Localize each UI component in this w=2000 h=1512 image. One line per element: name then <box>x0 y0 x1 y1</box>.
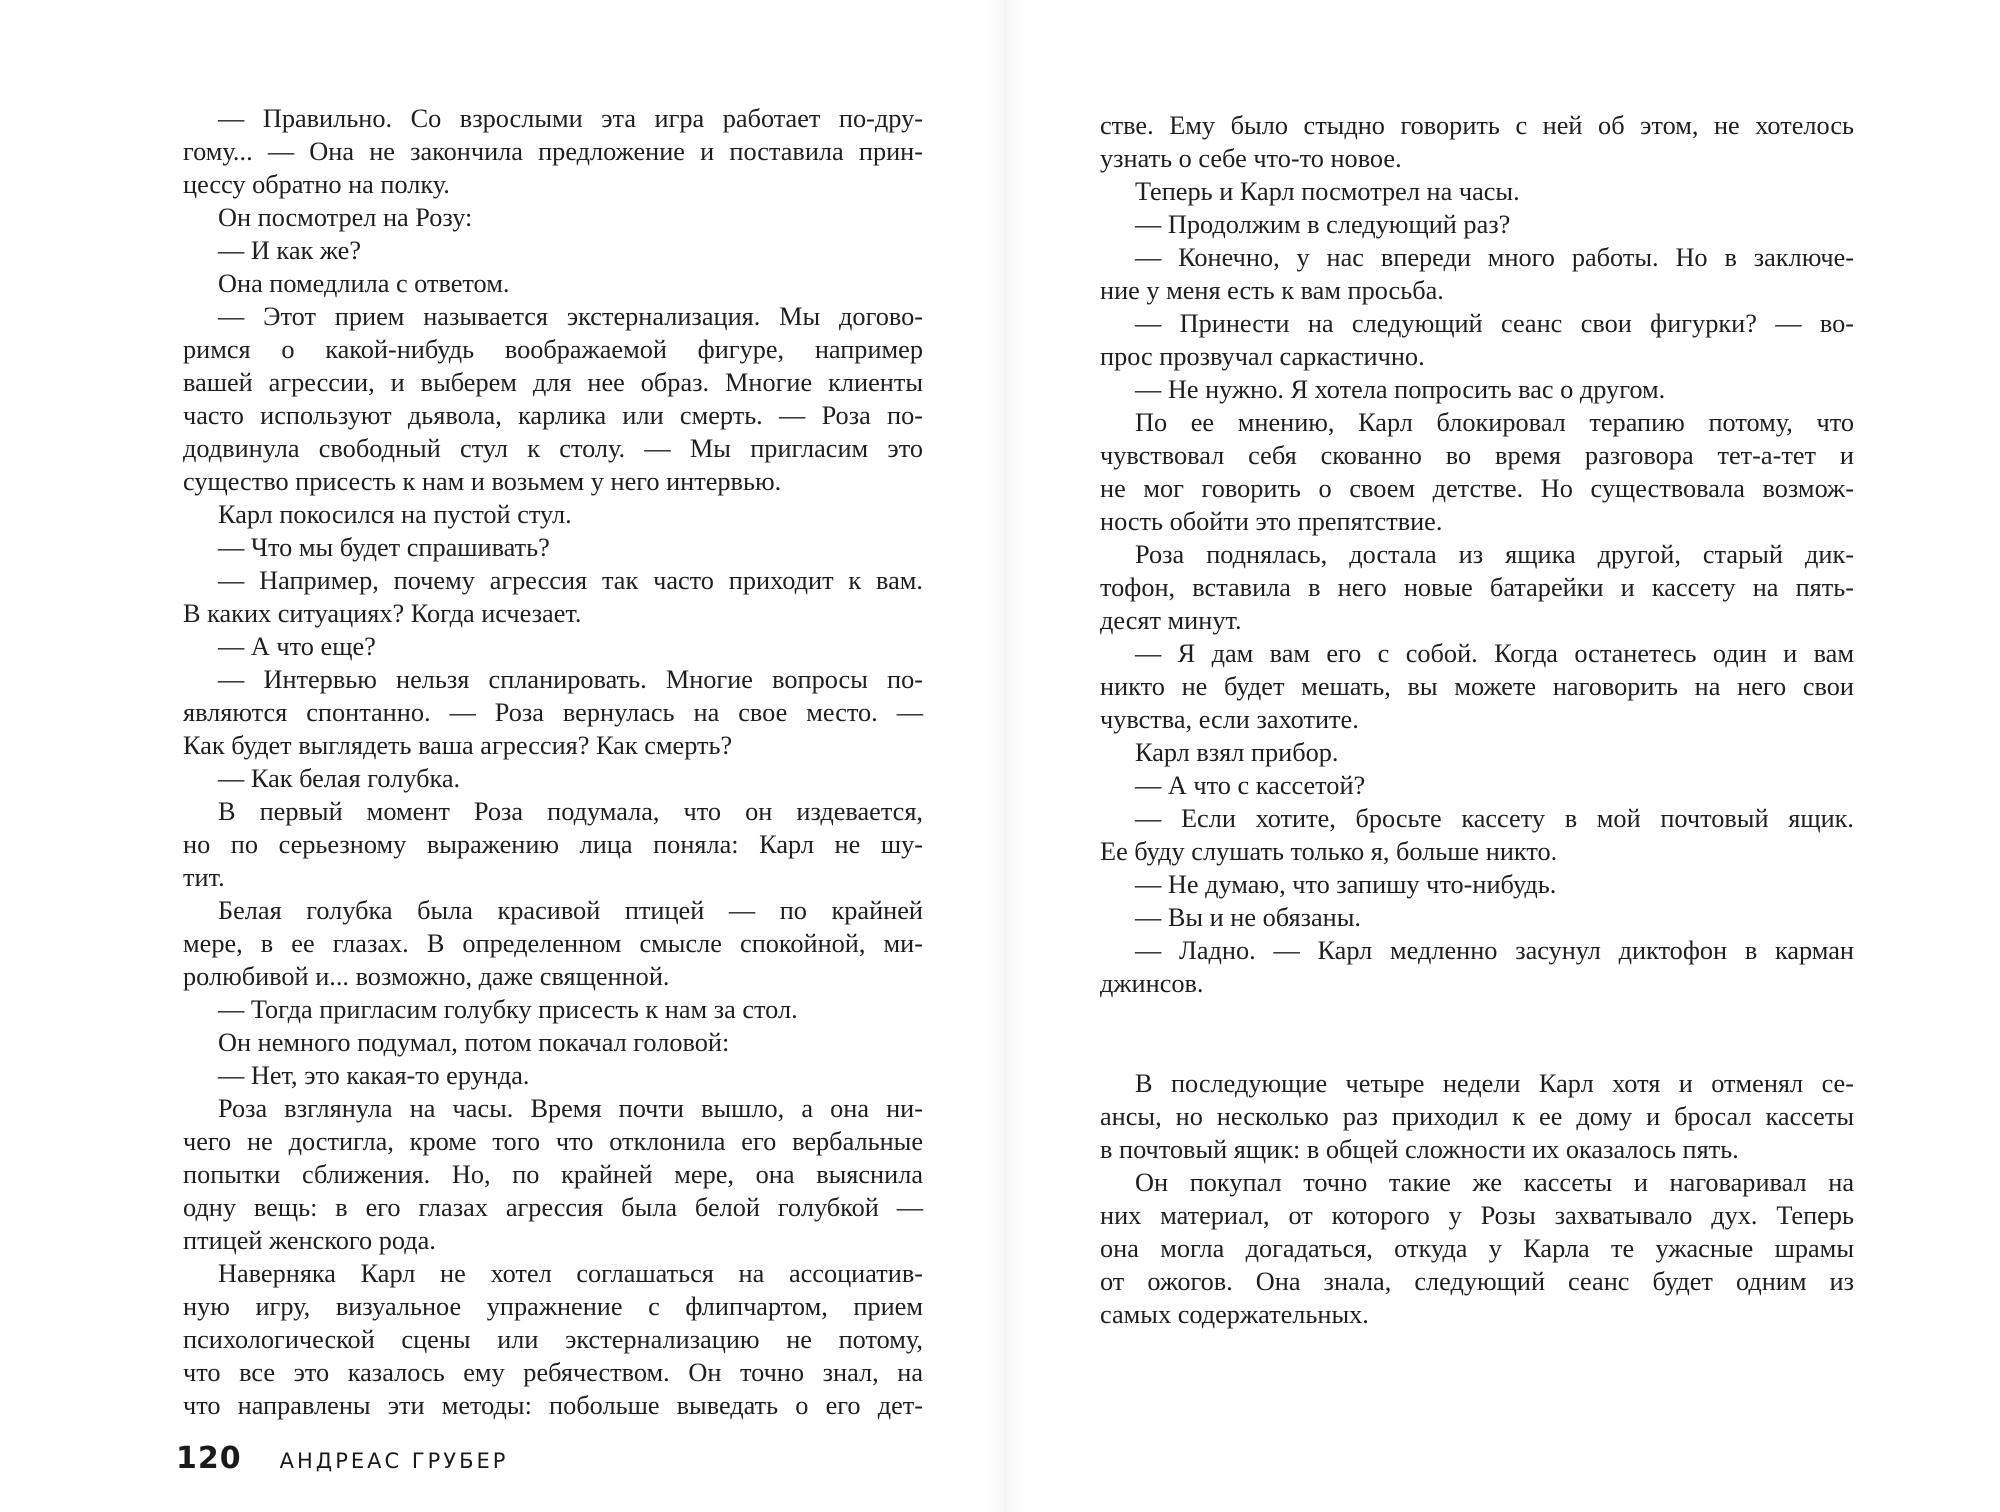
text-line: — Как белая голубка. <box>218 764 461 793</box>
text-line: — Что мы будет спрашивать? <box>218 533 550 562</box>
text-line: В первый момент Роза подумала, что он издевается, <box>218 797 923 826</box>
section-break <box>1100 1000 1854 1067</box>
left-page-text <box>183 102 923 1422</box>
text-line: В последующие четыре недели Карл хотя и отменял се- <box>1135 1069 1854 1098</box>
right-page-text <box>1100 109 1854 1331</box>
text-line: Он посмотрел на Розу: <box>218 203 473 232</box>
text-line: римся о какой-нибудь воображаемой фигуре, например <box>183 335 923 364</box>
text-line: — Не думаю, что запишу что-нибудь. <box>1135 870 1557 899</box>
text-line: — И как же? <box>218 236 362 265</box>
text-line: Он немного подумал, потом покачал головой: <box>218 1028 730 1057</box>
text-line: цессу обратно на полку. <box>183 170 450 199</box>
text-line: них материал, от которого у Розы захватывало дух. Теперь <box>1100 1201 1854 1230</box>
text-line: — А что еще? <box>218 632 376 661</box>
text-line: — Этот прием называется экстернализация. Мы догово- <box>218 302 923 331</box>
text-line: прос прозвучал саркастично. <box>1100 342 1425 371</box>
text-line: — Тогда пригласим голубку присесть к нам за стол. <box>218 995 798 1024</box>
text-line: Карл взял прибор. <box>1135 738 1339 767</box>
text-line: По ее мнению, Карл блокировал терапию потому, что <box>1135 408 1854 437</box>
text-line: но по серьезному выражению лица поняла: Карл не шу- <box>183 830 923 859</box>
page-footer <box>176 1441 508 1475</box>
text-line: ансы, но несколько раз приходил к ее дому и бросал кассеты <box>1100 1102 1854 1131</box>
text-line: гому... — Она не закончила предложение и поставила прин- <box>183 137 923 166</box>
text-line: Роза поднялась, достала из ящика другой, старый дик- <box>1135 540 1854 569</box>
text-line: Карл покосился на пустой стул. <box>218 500 572 529</box>
text-line: Белая голубка была красивой птицей — по крайней <box>218 896 923 925</box>
text-line: — Конечно, у нас впереди много работы. Но в заключе- <box>1135 243 1854 272</box>
text-line: — Например, почему агрессия так часто приходит к вам. <box>218 566 923 595</box>
text-line: не мог говорить о своем детстве. Но существовала возмож- <box>1100 474 1854 503</box>
text-line: чего не достигла, кроме того что отклонила его вербальные <box>183 1127 923 1156</box>
text-line: существо присесть к нам и возьмем у него интервью. <box>183 467 782 496</box>
running-head-author: АНДРЕАС ГРУБЕР <box>279 1449 509 1473</box>
text-line: ролюбивой и... возможно, даже священной. <box>183 962 670 991</box>
text-line: попытки сближения. Но, по крайней мере, она выяснила <box>183 1160 923 1189</box>
text-line: стве. Ему было стыдно говорить с ней об этом, не хотелось <box>1100 111 1854 140</box>
text-line: тофон, вставила в него новые батарейки и кассету на пять- <box>1100 573 1854 602</box>
text-line: Как будет выглядеть ваша агрессия? Как смерть? <box>183 731 733 760</box>
text-line: — Я дам вам его с собой. Когда останетесь один и вам <box>1135 639 1854 668</box>
book-gutter <box>985 0 1025 1512</box>
text-line: ние у меня есть к вам просьба. <box>1100 276 1444 305</box>
page-number: 120 <box>176 1441 242 1476</box>
text-line: — А что с кассетой? <box>1135 771 1366 800</box>
text-line: птицей женского рода. <box>183 1226 436 1255</box>
text-line: — Ладно. — Карл медленно засунул диктофон в карман <box>1135 936 1854 965</box>
text-line: Она помедлила с ответом. <box>218 269 510 298</box>
text-line: Теперь и Карл посмотрел на часы. <box>1135 177 1520 206</box>
text-line: — Нет, это какая-то ерунда. <box>218 1061 530 1090</box>
text-line: — Правильно. Со взрослыми эта игра работает по-дру- <box>218 104 923 133</box>
text-line: от ожогов. Она знала, следующий сеанс будет одним из <box>1100 1267 1854 1296</box>
text-line: додвинула свободный стул к столу. — Мы пригласим это <box>183 434 923 463</box>
text-line: десят минут. <box>1100 606 1242 635</box>
text-line: никто не будет мешать, вы можете наговорить на него свои <box>1100 672 1854 701</box>
text-line: что все это казалось ему ребячеством. Он точно знал, на <box>183 1358 923 1387</box>
text-line: узнать о себе что-то новое. <box>1100 144 1402 173</box>
text-line: ную игру, визуальное упражнение с флипчартом, прием <box>183 1292 923 1321</box>
text-line: — Не нужно. Я хотела попросить вас о другом. <box>1135 375 1666 404</box>
text-line: психологической сцены или экстернализацию не потому, <box>183 1325 923 1354</box>
text-line: самых содержательных. <box>1100 1300 1369 1329</box>
text-line: — Принести на следующий сеанс свои фигурки? — во- <box>1135 309 1854 338</box>
text-line: она могла догадаться, откуда у Карла те ужасные шрамы <box>1100 1234 1854 1263</box>
text-line: Роза взглянула на часы. Время почти вышло, а она ни- <box>218 1094 923 1123</box>
text-line: В каких ситуациях? Когда исчезает. <box>183 599 582 628</box>
text-line: — Если хотите, бросьте кассету в мой почтовый ящик. <box>1135 804 1854 833</box>
text-line: Он покупал точно такие же кассеты и наговаривал на <box>1135 1168 1854 1197</box>
text-line: чувства, если захотите. <box>1100 705 1359 734</box>
text-line: — Вы и не обязаны. <box>1135 903 1361 932</box>
text-line: что направлены эти методы: побольше выведать о его дет- <box>183 1391 923 1420</box>
text-line: одну вещь: в его глазах агрессия была белой голубкой — <box>183 1193 923 1222</box>
text-line: вашей агрессии, и выберем для нее образ. Многие клиенты <box>183 368 923 397</box>
text-line: тит. <box>183 863 225 892</box>
text-line: — Продолжим в следующий раз? <box>1135 210 1511 239</box>
text-line: ность обойти это препятствие. <box>1100 507 1443 536</box>
text-line: Наверняка Карл не хотел соглашаться на ассоциатив- <box>218 1259 923 1288</box>
text-line: чувствовал себя скованно во время разговора тет-а-тет и <box>1100 441 1854 470</box>
text-line: Ее буду слушать только я, больше никто. <box>1100 837 1558 866</box>
text-line: — Интервью нельзя спланировать. Многие вопросы по- <box>218 665 923 694</box>
text-line: джинсов. <box>1100 969 1204 998</box>
text-line: являются спонтанно. — Роза вернулась на свое место. — <box>183 698 923 727</box>
text-line: в почтовый ящик: в общей сложности их оказалось пять. <box>1100 1135 1739 1164</box>
text-line: часто используют дьявола, карлика или смерть. — Роза по- <box>183 401 923 430</box>
text-line: мере, в ее глазах. В определенном смысле спокойной, ми- <box>183 929 923 958</box>
